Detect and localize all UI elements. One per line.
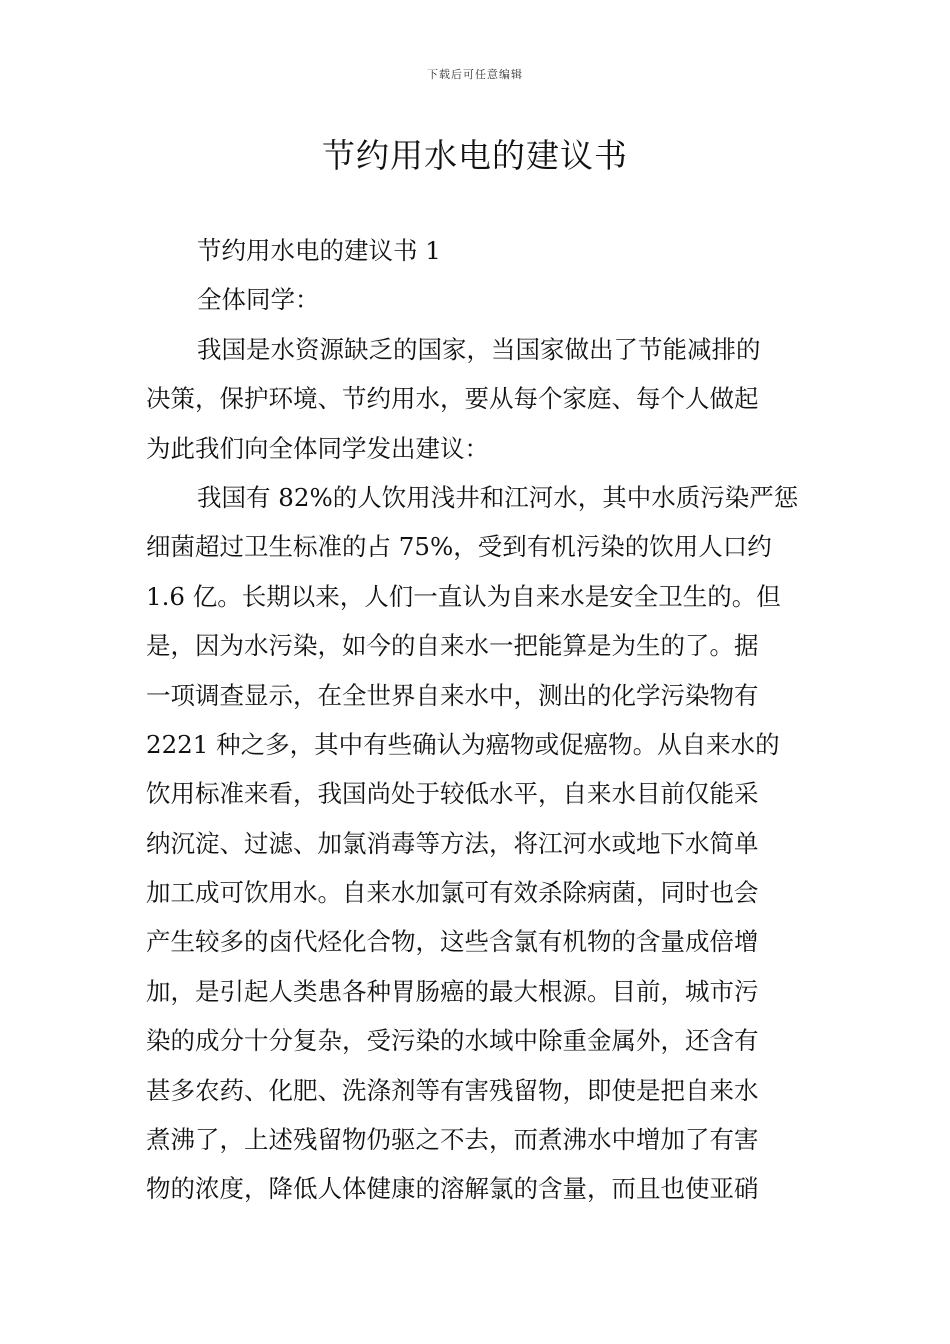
paragraph-2-line: 细菌超过卫生标准的占 75%，受到有机污染的饮用人口约 [146, 532, 772, 562]
paragraph-2-line: 饮用标准来看，我国尚处于较低水平，自来水目前仅能采 [146, 779, 759, 809]
section-heading: 节约用水电的建议书 1 [197, 236, 441, 265]
paragraph-2-line: 我国有 82%的人饮用浅井和江河水，其中水质污染严惩 [197, 482, 799, 512]
paragraph-2-line: 加，是引起人类患各种胃肠癌的最大根源。目前，城市污 [146, 976, 759, 1006]
paragraph-2-line: 纳沉淀、过滤、加氯消毒等方法，将江河水或地下水简单 [146, 828, 759, 858]
salutation: 全体同学： [197, 285, 320, 315]
paragraph-2-line: 加工成可饮用水。自来水加氯可有效杀除病菌，同时也会 [146, 878, 759, 908]
paragraph-2-line: 2221 种之多，其中有些确认为癌物或促癌物。从自来水的 [146, 729, 780, 759]
document-title: 节约用水电的建议书 [322, 136, 628, 175]
paragraph-2-line: 一项调查显示，在全世界自来水中，测出的化学污染物有 [146, 680, 759, 710]
paragraph-2-line: 1.6 亿。长期以来，人们一直认为自来水是安全卫生的。但 [146, 581, 781, 611]
paragraph-2-line: 产生较多的卤代烃化合物，这些含氯有机物的含量成倍增 [146, 927, 759, 957]
paragraph-2-line: 是，因为水污染，如今的自来水一把能算是为生的了。据 [146, 631, 759, 661]
paragraph-1-line: 决策，保护环境、节约用水，要从每个家庭、每个人做起 [146, 384, 759, 414]
header-note: 下载后可任意编辑 [427, 68, 523, 81]
paragraph-1-line: 为此我们向全体同学发出建议： [146, 433, 489, 463]
document-body [146, 226, 808, 1214]
paragraph-2-line: 甚多农药、化肥、洗涤剂等有害残留物，即使是把自来水 [146, 1075, 759, 1105]
paragraph-1-line: 我国是水资源缺乏的国家，当国家做出了节能减排的 [197, 334, 761, 364]
paragraph-2-line: 物的浓度，降低人体健康的溶解氯的含量，而且也使亚硝 [146, 1174, 759, 1204]
paragraph-2-line: 煮沸了，上述残留物仍驱之不去，而煮沸水中增加了有害 [146, 1125, 759, 1155]
paragraph-2-line: 染的成分十分复杂，受污染的水域中除重金属外，还含有 [146, 1026, 759, 1056]
